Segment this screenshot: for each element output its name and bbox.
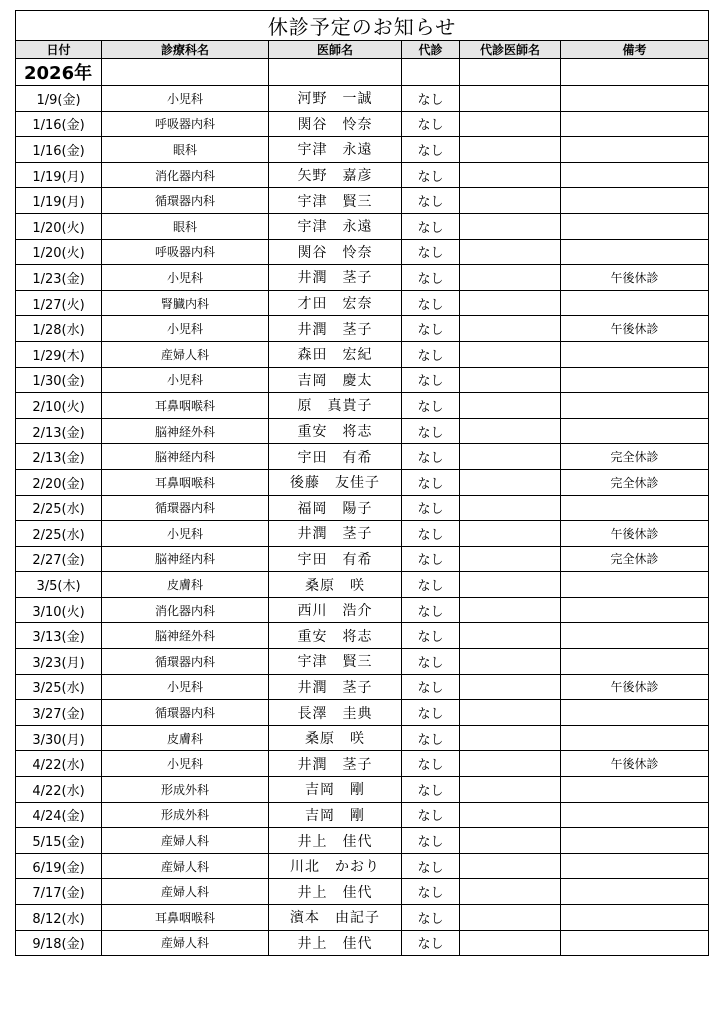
column-header-row [16, 41, 709, 59]
cell-doctor: 濱本 由記子 [269, 905, 402, 931]
cell-date: 1/28(水) [16, 316, 102, 342]
cell-substitute-doctor [460, 137, 561, 163]
cell-doctor: 後藤 友佳子 [269, 469, 402, 495]
table-row [16, 393, 709, 419]
cell-department: 小児科 [102, 265, 269, 291]
year-row-empty-cell [561, 59, 709, 86]
year-row-empty-cell [102, 59, 269, 86]
cell-remarks [561, 930, 709, 956]
cell-substitute-doctor [460, 239, 561, 265]
cell-substitute-doctor [460, 828, 561, 854]
cell-department: 腎臓内科 [102, 290, 269, 316]
cell-doctor: 吉岡 剛 [269, 802, 402, 828]
cell-department: 脳神経外科 [102, 418, 269, 444]
cell-department: 脳神経内科 [102, 444, 269, 470]
cell-date: 2/20(金) [16, 469, 102, 495]
cell-doctor: 福岡 陽子 [269, 495, 402, 521]
cell-doctor: 桑原 咲 [269, 725, 402, 751]
cell-substitute: なし [402, 597, 460, 623]
cell-substitute: なし [402, 341, 460, 367]
cell-substitute: なし [402, 367, 460, 393]
table-row [16, 777, 709, 803]
table-row [16, 546, 709, 572]
cell-substitute: なし [402, 469, 460, 495]
cell-date: 7/17(金) [16, 879, 102, 905]
cell-remarks [561, 802, 709, 828]
table-row [16, 469, 709, 495]
cell-substitute-doctor [460, 469, 561, 495]
cell-date: 2/27(金) [16, 546, 102, 572]
table-row [16, 572, 709, 598]
cell-department: 耳鼻咽喉科 [102, 469, 269, 495]
cell-doctor: 重安 将志 [269, 623, 402, 649]
cell-doctor: 河野 一誠 [269, 86, 402, 112]
cell-remarks [561, 86, 709, 112]
cell-date: 3/23(月) [16, 649, 102, 675]
cell-doctor: 宇津 賢三 [269, 649, 402, 675]
cell-department: 小児科 [102, 751, 269, 777]
cell-doctor: 才田 宏奈 [269, 290, 402, 316]
cell-remarks [561, 341, 709, 367]
cell-doctor: 井上 佳代 [269, 879, 402, 905]
cell-date: 2/13(金) [16, 418, 102, 444]
table-row [16, 111, 709, 137]
cell-substitute: なし [402, 521, 460, 547]
cell-department: 循環器内科 [102, 495, 269, 521]
table-row [16, 86, 709, 112]
cell-doctor: 吉岡 剛 [269, 777, 402, 803]
cell-remarks: 完全休診 [561, 469, 709, 495]
table-row [16, 521, 709, 547]
cell-date: 3/5(木) [16, 572, 102, 598]
cell-date: 1/16(金) [16, 111, 102, 137]
cell-remarks [561, 162, 709, 188]
table-row [16, 725, 709, 751]
cell-doctor: 西川 浩介 [269, 597, 402, 623]
cell-remarks [561, 572, 709, 598]
cell-date: 6/19(金) [16, 853, 102, 879]
cell-substitute: なし [402, 239, 460, 265]
cell-substitute: なし [402, 495, 460, 521]
title-row [16, 11, 709, 41]
cell-doctor: 長澤 圭典 [269, 700, 402, 726]
cell-department: 産婦人科 [102, 930, 269, 956]
cell-substitute: なし [402, 444, 460, 470]
cell-date: 1/29(木) [16, 341, 102, 367]
header-substitute: 代診 [402, 41, 460, 59]
cell-department: 眼科 [102, 137, 269, 163]
header-date: 日付 [16, 41, 102, 59]
closure-schedule-table [15, 10, 709, 956]
cell-substitute-doctor [460, 597, 561, 623]
cell-date: 1/19(月) [16, 162, 102, 188]
table-row [16, 137, 709, 163]
cell-substitute-doctor [460, 367, 561, 393]
header-department: 診療科名 [102, 41, 269, 59]
cell-department: 小児科 [102, 367, 269, 393]
cell-remarks [561, 879, 709, 905]
cell-substitute-doctor [460, 188, 561, 214]
cell-doctor: 重安 将志 [269, 418, 402, 444]
cell-date: 4/24(金) [16, 802, 102, 828]
table-row [16, 828, 709, 854]
table-row [16, 853, 709, 879]
cell-remarks [561, 188, 709, 214]
cell-remarks [561, 111, 709, 137]
cell-date: 3/13(金) [16, 623, 102, 649]
cell-remarks [561, 239, 709, 265]
cell-department: 小児科 [102, 86, 269, 112]
cell-substitute-doctor [460, 853, 561, 879]
cell-date: 2/25(水) [16, 495, 102, 521]
cell-department: 耳鼻咽喉科 [102, 393, 269, 419]
cell-date: 2/25(水) [16, 521, 102, 547]
cell-remarks: 午後休診 [561, 674, 709, 700]
cell-doctor: 原 真貴子 [269, 393, 402, 419]
cell-substitute: なし [402, 213, 460, 239]
cell-substitute-doctor [460, 623, 561, 649]
cell-doctor: 井潤 茎子 [269, 521, 402, 547]
cell-department: 皮膚科 [102, 572, 269, 598]
cell-department: 耳鼻咽喉科 [102, 905, 269, 931]
cell-substitute: なし [402, 905, 460, 931]
cell-doctor: 森田 宏紀 [269, 341, 402, 367]
cell-department: 脳神経内科 [102, 546, 269, 572]
cell-doctor: 関谷 怜奈 [269, 111, 402, 137]
cell-department: 眼科 [102, 213, 269, 239]
cell-remarks: 午後休診 [561, 265, 709, 291]
cell-substitute-doctor [460, 111, 561, 137]
cell-substitute-doctor [460, 751, 561, 777]
cell-substitute-doctor [460, 725, 561, 751]
cell-substitute-doctor [460, 316, 561, 342]
cell-doctor: 宇津 永遠 [269, 137, 402, 163]
cell-date: 4/22(水) [16, 777, 102, 803]
year-row-empty-cell [269, 59, 402, 86]
cell-doctor: 関谷 怜奈 [269, 239, 402, 265]
cell-date: 1/23(金) [16, 265, 102, 291]
cell-doctor: 宇田 有希 [269, 546, 402, 572]
cell-substitute-doctor [460, 86, 561, 112]
page-title: 休診予定のお知らせ [16, 11, 709, 41]
cell-substitute-doctor [460, 572, 561, 598]
cell-remarks: 午後休診 [561, 751, 709, 777]
cell-department: 産婦人科 [102, 341, 269, 367]
cell-remarks [561, 418, 709, 444]
table-row [16, 802, 709, 828]
table-row [16, 751, 709, 777]
cell-substitute-doctor [460, 777, 561, 803]
cell-substitute-doctor [460, 162, 561, 188]
cell-date: 1/20(火) [16, 239, 102, 265]
cell-substitute-doctor [460, 700, 561, 726]
cell-substitute: なし [402, 930, 460, 956]
cell-remarks [561, 367, 709, 393]
cell-substitute-doctor [460, 213, 561, 239]
cell-remarks [561, 725, 709, 751]
cell-department: 形成外科 [102, 777, 269, 803]
cell-doctor: 川北 かおり [269, 853, 402, 879]
cell-department: 形成外科 [102, 802, 269, 828]
cell-date: 3/10(火) [16, 597, 102, 623]
table-row [16, 341, 709, 367]
cell-date: 1/27(火) [16, 290, 102, 316]
cell-remarks [561, 649, 709, 675]
year-row [16, 59, 709, 86]
cell-department: 消化器内科 [102, 162, 269, 188]
cell-substitute-doctor [460, 879, 561, 905]
year-row-empty-cell [460, 59, 561, 86]
cell-substitute: なし [402, 572, 460, 598]
cell-department: 循環器内科 [102, 188, 269, 214]
cell-remarks [561, 213, 709, 239]
cell-substitute-doctor [460, 393, 561, 419]
cell-substitute: なし [402, 725, 460, 751]
table-row [16, 239, 709, 265]
cell-department: 循環器内科 [102, 700, 269, 726]
cell-date: 2/13(金) [16, 444, 102, 470]
cell-substitute: なし [402, 418, 460, 444]
cell-remarks [561, 853, 709, 879]
cell-substitute-doctor [460, 341, 561, 367]
cell-substitute: なし [402, 316, 460, 342]
cell-substitute: なし [402, 674, 460, 700]
table-row [16, 649, 709, 675]
cell-substitute: なし [402, 751, 460, 777]
cell-substitute: なし [402, 623, 460, 649]
cell-doctor: 井潤 茎子 [269, 674, 402, 700]
cell-doctor: 矢野 嘉彦 [269, 162, 402, 188]
table-row [16, 597, 709, 623]
cell-remarks [561, 700, 709, 726]
cell-department: 産婦人科 [102, 879, 269, 905]
cell-department: 産婦人科 [102, 853, 269, 879]
cell-remarks [561, 495, 709, 521]
table-row [16, 495, 709, 521]
table-row [16, 367, 709, 393]
cell-department: 産婦人科 [102, 828, 269, 854]
cell-doctor: 桑原 咲 [269, 572, 402, 598]
cell-doctor: 宇田 有希 [269, 444, 402, 470]
cell-department: 小児科 [102, 674, 269, 700]
cell-substitute-doctor [460, 265, 561, 291]
cell-doctor: 井潤 茎子 [269, 316, 402, 342]
cell-department: 脳神経外科 [102, 623, 269, 649]
table-row [16, 188, 709, 214]
cell-date: 3/25(水) [16, 674, 102, 700]
table-row [16, 418, 709, 444]
table-row [16, 290, 709, 316]
table-row [16, 213, 709, 239]
cell-doctor: 宇津 賢三 [269, 188, 402, 214]
cell-substitute: なし [402, 879, 460, 905]
cell-doctor: 井上 佳代 [269, 828, 402, 854]
cell-date: 1/30(金) [16, 367, 102, 393]
cell-date: 5/15(金) [16, 828, 102, 854]
cell-department: 呼吸器内科 [102, 111, 269, 137]
cell-substitute: なし [402, 265, 460, 291]
cell-date: 3/27(金) [16, 700, 102, 726]
header-substitute-doctor: 代診医師名 [460, 41, 561, 59]
year-row-empty-cell [402, 59, 460, 86]
cell-remarks [561, 828, 709, 854]
cell-date: 3/30(月) [16, 725, 102, 751]
table-row [16, 265, 709, 291]
cell-substitute-doctor [460, 802, 561, 828]
table-body [16, 59, 709, 956]
cell-date: 9/18(金) [16, 930, 102, 956]
cell-substitute: なし [402, 86, 460, 112]
cell-remarks: 完全休診 [561, 444, 709, 470]
cell-doctor: 宇津 永遠 [269, 213, 402, 239]
cell-department: 小児科 [102, 521, 269, 547]
cell-remarks: 午後休診 [561, 316, 709, 342]
cell-substitute-doctor [460, 674, 561, 700]
cell-remarks [561, 623, 709, 649]
cell-substitute: なし [402, 777, 460, 803]
table-row [16, 162, 709, 188]
table-row [16, 444, 709, 470]
cell-substitute-doctor [460, 649, 561, 675]
cell-date: 8/12(水) [16, 905, 102, 931]
cell-date: 4/22(水) [16, 751, 102, 777]
cell-substitute: なし [402, 700, 460, 726]
cell-substitute: なし [402, 162, 460, 188]
cell-date: 1/19(月) [16, 188, 102, 214]
table-row [16, 879, 709, 905]
table-row [16, 316, 709, 342]
cell-substitute-doctor [460, 521, 561, 547]
cell-date: 1/16(金) [16, 137, 102, 163]
table-row [16, 930, 709, 956]
cell-remarks [561, 905, 709, 931]
table-row [16, 623, 709, 649]
cell-date: 1/9(金) [16, 86, 102, 112]
schedule-sheet [15, 10, 708, 956]
cell-substitute-doctor [460, 905, 561, 931]
cell-remarks [561, 597, 709, 623]
cell-substitute: なし [402, 137, 460, 163]
cell-remarks [561, 290, 709, 316]
cell-department: 消化器内科 [102, 597, 269, 623]
cell-substitute-doctor [460, 290, 561, 316]
cell-remarks [561, 777, 709, 803]
cell-remarks [561, 137, 709, 163]
cell-department: 皮膚科 [102, 725, 269, 751]
cell-date: 2/10(火) [16, 393, 102, 419]
cell-date: 1/20(火) [16, 213, 102, 239]
cell-substitute-doctor [460, 930, 561, 956]
cell-doctor: 井上 佳代 [269, 930, 402, 956]
cell-substitute: なし [402, 802, 460, 828]
cell-substitute: なし [402, 188, 460, 214]
cell-remarks: 午後休診 [561, 521, 709, 547]
cell-remarks [561, 393, 709, 419]
table-row [16, 700, 709, 726]
cell-doctor: 井潤 茎子 [269, 265, 402, 291]
cell-doctor: 井潤 茎子 [269, 751, 402, 777]
cell-substitute: なし [402, 546, 460, 572]
cell-doctor: 吉岡 慶太 [269, 367, 402, 393]
cell-remarks: 完全休診 [561, 546, 709, 572]
cell-substitute: なし [402, 828, 460, 854]
cell-substitute: なし [402, 290, 460, 316]
cell-substitute-doctor [460, 444, 561, 470]
cell-substitute: なし [402, 393, 460, 419]
cell-department: 小児科 [102, 316, 269, 342]
cell-department: 呼吸器内科 [102, 239, 269, 265]
header-doctor: 医師名 [269, 41, 402, 59]
cell-substitute: なし [402, 853, 460, 879]
cell-substitute: なし [402, 649, 460, 675]
cell-substitute-doctor [460, 418, 561, 444]
cell-substitute: なし [402, 111, 460, 137]
table-row [16, 905, 709, 931]
table-row [16, 674, 709, 700]
cell-substitute-doctor [460, 546, 561, 572]
year-label: 2026年 [16, 59, 102, 86]
header-remarks: 備考 [561, 41, 709, 59]
cell-department: 循環器内科 [102, 649, 269, 675]
cell-substitute-doctor [460, 495, 561, 521]
